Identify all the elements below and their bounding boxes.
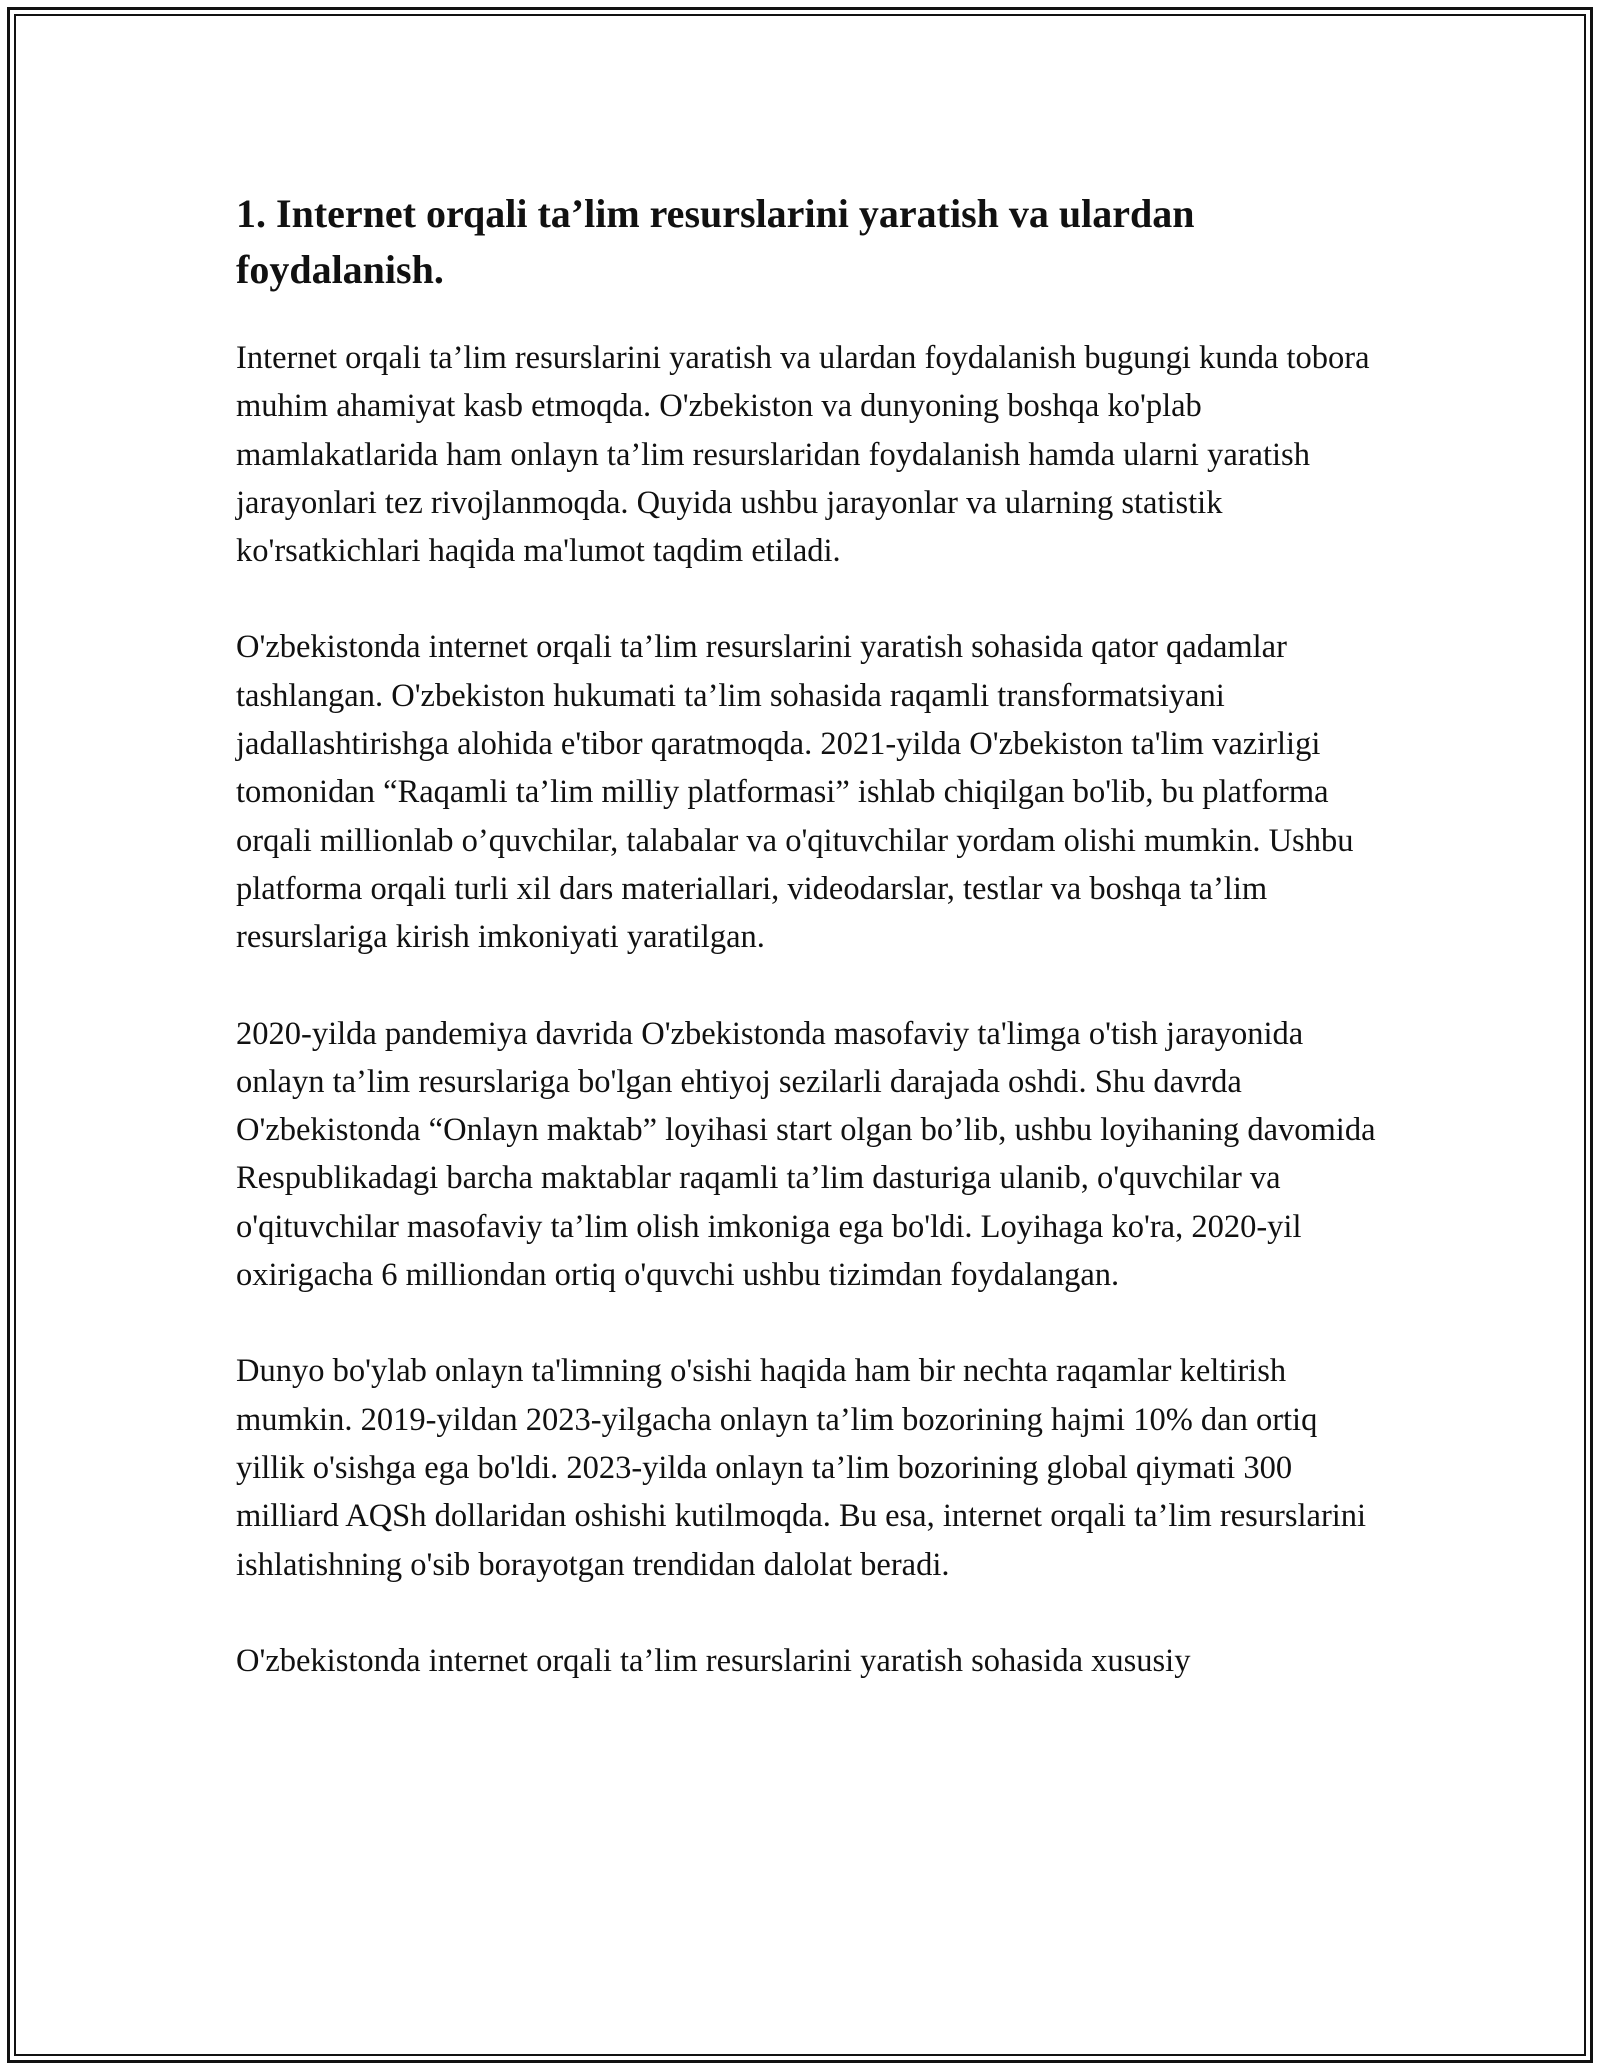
section-heading: 1. Internet orqali ta’lim resurslarini yaratish va ulardan foydalanish. bbox=[236, 191, 1195, 292]
paragraph-global-growth: Dunyo bo'ylab onlayn ta'limning o'sishi haqida ham bir nechta raqamlar keltirish mumkin. 2019-yildan 2023-yilgacha onlayn ta’lim bozorining hajmi 10% dan ortiq yillik o'sishga ega bo'ldi. 2023-yilda onlayn ta’lim bozorining global qiymati 300 milliard AQSh dollaridan oshishi kutilmoqda. Bu esa, internet orqali ta’lim resurslarini ishlatishning o'sib borayotgan trendidan dalolat beradi. bbox=[236, 1353, 1367, 1583]
document-body bbox=[236, 186, 1376, 1733]
paragraph-uzbekistan-platform: O'zbekistonda internet orqali ta’lim resurslarini yaratish sohasida qator qadamlar tashlangan. O'zbekiston hukumati ta’lim sohasida raqamli transformatsiyani jadallashtirishga alohida e'tibor qaratmoqda. 2021-yilda O'zbekiston ta'lim vazirligi tomonidan “Raqamli ta’lim milliy platformasi” ishlab chiqilgan bo'lib, bu platforma orqali millionlab o’quvchilar, talabalar va o'qituvchilar yordam olishi mumkin. Ushbu platforma orqali turli xil dars materiallari, videodarslar, testlar va boshqa ta’lim resurslariga kirish imkoniyati yaratilgan. bbox=[236, 629, 1354, 956]
paragraph-pandemic: 2020-yilda pandemiya davrida O'zbekistonda masofaviy ta'limga o'tish jarayonida onlayn ta’lim resurslariga bo'lgan ehtiyoj sezilarli darajada oshdi. Shu davrda O'zbekistonda “Onlayn maktab” loyihasi start olgan bo’lib, ushbu loyihaning davomida Respublikadagi barcha maktablar raqamli ta’lim dasturiga ulanib, o'quvchilar va o'qituvchilar masofaviy ta’lim olish imkoniga ega bo'ldi. Loyihaga ko'ra, 2020-yil oxirigacha 6 milliondan ortiq o'quvchi ushbu tizimdan foydalangan. bbox=[236, 1015, 1376, 1294]
paragraph-private-sector: O'zbekistonda internet orqali ta’lim resurslarini yaratish sohasida xususiy bbox=[236, 1642, 1191, 1679]
paragraph-intro: Internet orqali ta’lim resurslarini yaratish va ulardan foydalanish bugungi kunda tobora muhim ahamiyat kasb etmoqda. O'zbekiston va dunyoning boshqa ko'plab mamlakatlarida ham onlayn ta’lim resurslaridan foydalanish hamda ularni yaratish jarayonlari tez rivojlanmoqda. Quyida ushbu jarayonlar va ularning statistik ko'rsatkichlari haqida ma'lumot taqdim etiladi. bbox=[236, 340, 1370, 570]
